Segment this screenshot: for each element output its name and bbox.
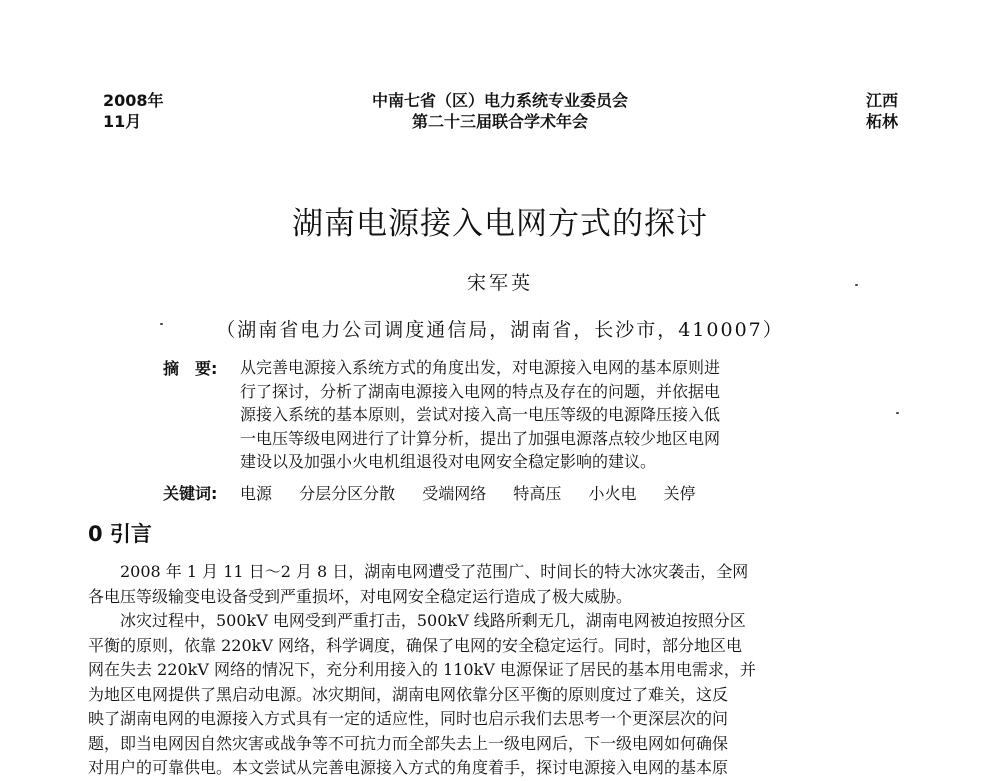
header-location	[866, 90, 898, 132]
abstract-line: 行了探讨，分析了湖南电源接入电网的特点及存在的问题，并依据电	[240, 381, 721, 401]
keyword-item: 特高压	[513, 484, 562, 503]
keyword-item: 分层分区分散	[299, 484, 396, 503]
body-line: 映了湖南电网的电源接入方式具有一定的适应性，同时也启示我们去思考一个更深层次的问	[88, 709, 729, 728]
body-line: 为地区电网提供了黑启动电源。冰灾期间，湖南电网依靠分区平衡的原则度过了难关，这反	[88, 684, 729, 704]
abstract-line: 从完善电源接入系统方式的角度出发，对电源接入电网的基本原则进	[240, 358, 721, 377]
abstract-body	[240, 356, 720, 474]
header-conference	[300, 90, 700, 132]
abstract-line: 建设以及加强小火电机组退役对电网安全稳定影响的建议。	[240, 452, 657, 471]
paper-title: 湖南电源接入电网方式的探讨	[292, 206, 708, 242]
body-line: 对用户的可靠供电。本文尝试从完善电源接入方式的角度着手，探讨电源接入电网的基本原	[88, 758, 729, 777]
abstract-label: 摘 要:	[163, 359, 218, 378]
header-year: 2008年	[103, 91, 164, 110]
body-line: 各电压等级输变电设备受到严重损坏，对电网安全稳定运行造成了极大威胁。	[88, 586, 633, 606]
header-date	[103, 90, 164, 132]
keyword-item: 电源	[240, 484, 273, 503]
abstract-line: 源接入系统的基本原则，尝试对接入高一电压等级的电源降压接入低	[240, 405, 721, 424]
abstract-line: 一电压等级电网进行了计算分析，提出了加强电源落点较少地区电网	[240, 428, 721, 448]
header-annual-meeting: 第二十三届联合学术年会	[411, 112, 588, 131]
body-line: 冰灾过程中，500kV 电网受到严重打击，500kV 线路所剩无几，湖南电网被迫按照分区	[88, 611, 746, 630]
body-line: 题，即当电网因自然灾害或战争等不可抗力而全部失去上一级电网后，下一级电网如何确保	[88, 733, 729, 753]
paper-affiliation: （湖南省电力公司调度通信局，湖南省，长沙市，410007）	[216, 319, 784, 341]
header-month: 11月	[103, 112, 142, 131]
body-line: 平衡的原则，依靠 220kV 网络，科学调度，确保了电网的安全稳定运行。同时，部分地区电	[88, 635, 742, 655]
header-committee: 中南七省（区）电力系统专业委员会	[371, 91, 628, 110]
header-province: 江西	[865, 91, 898, 110]
body-line: 网在失去 220kV 网络的情况下，充分利用接入的 110kV 电源保证了居民的基本用电需求，并	[88, 660, 756, 679]
keyword-item: 受端网络	[422, 484, 487, 503]
body-text	[88, 560, 910, 781]
keyword-item: 关停	[663, 484, 696, 503]
header-town: 柘林	[865, 112, 898, 131]
scan-speck	[160, 323, 163, 325]
body-line: 2008 年 1 月 11 日～2 月 8 日，湖南电网遭受了范围广、时间长的特大冰灾袭击，全网	[88, 562, 749, 581]
scan-speck	[855, 284, 858, 286]
keywords-label: 关键词:	[163, 484, 218, 503]
paper-author: 宋军英	[466, 272, 533, 294]
keywords-list	[240, 481, 718, 504]
scan-speck	[896, 412, 899, 414]
section-heading: 0 引言	[88, 522, 152, 546]
keyword-item: 小火电	[588, 484, 637, 503]
